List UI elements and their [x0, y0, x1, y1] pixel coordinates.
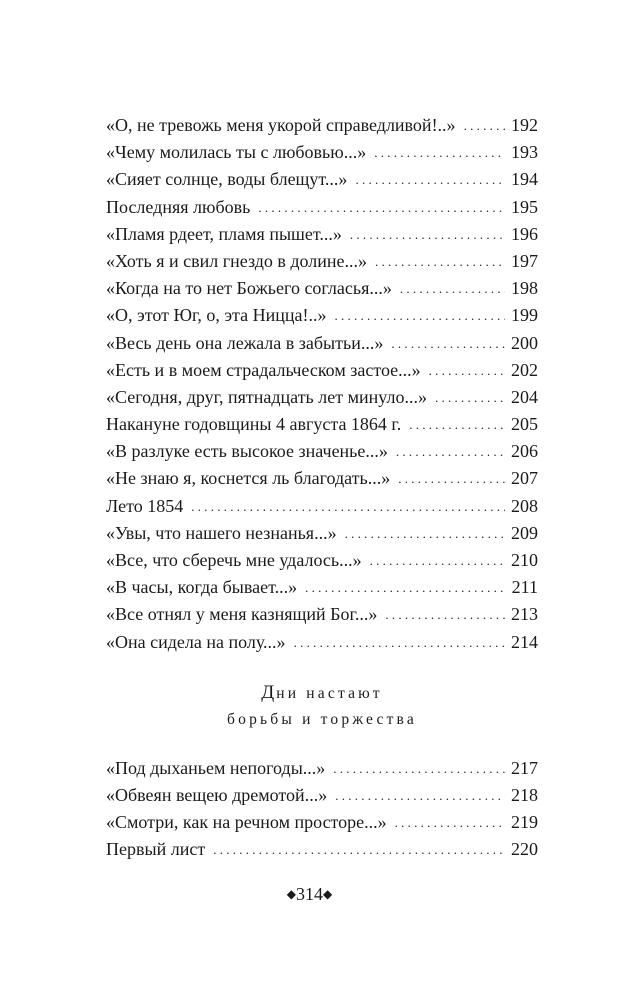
toc-dot-leader — [335, 781, 505, 809]
toc-dot-leader — [396, 437, 505, 465]
toc-entry-page: 192 — [511, 115, 538, 135]
toc-entry-page: 207 — [511, 468, 538, 489]
toc-entry-page: 199 — [511, 305, 538, 326]
toc-entry[interactable] — [106, 248, 538, 275]
section-heading-line-1 — [106, 680, 538, 707]
page-number-value: 314 — [296, 884, 323, 904]
toc-entry[interactable] — [106, 302, 538, 329]
toc-entry[interactable] — [106, 809, 538, 836]
toc-dot-leader — [350, 220, 505, 248]
toc-entry-page: 211 — [511, 577, 538, 598]
toc-dot-leader — [335, 301, 505, 329]
toc-entry-title: «Хоть я и свил гнездо в долине...» — [106, 250, 368, 271]
toc-entry-title: Накануне годовщины 4 августа 1864 г. — [106, 414, 402, 435]
toc-entry-title: Первый лист — [106, 839, 206, 860]
toc-entry-title: «Смотри, как на речном просторе...» — [106, 812, 387, 833]
toc-list-2 — [106, 755, 538, 864]
toc-entry[interactable] — [106, 520, 538, 547]
toc-entry-title: «В разлуке есть высокое значенье...» — [106, 441, 388, 462]
toc-entry-page: 208 — [511, 495, 538, 516]
toc-entry-page: 198 — [511, 278, 538, 299]
toc-entry[interactable] — [106, 755, 538, 782]
toc-entry[interactable] — [106, 547, 538, 574]
toc-entry[interactable] — [106, 465, 538, 492]
section-heading-line-2: борьбы и торжества — [227, 710, 417, 728]
toc-dot-leader — [305, 573, 506, 601]
toc-dot-leader — [345, 519, 505, 547]
toc-entry-page: 193 — [511, 142, 538, 163]
toc-entry[interactable] — [106, 330, 538, 357]
toc-dot-leader — [333, 754, 505, 782]
toc-dot-leader — [374, 138, 505, 166]
toc-entry-page: 210 — [511, 550, 538, 570]
toc-dot-leader — [191, 492, 505, 520]
toc-entry-page: 217 — [511, 757, 538, 778]
toc-entry[interactable] — [106, 166, 538, 193]
toc-entry-title: «О, этот Юг, о, эта Ницца!..» — [106, 305, 327, 326]
toc-entry-page: 205 — [511, 414, 538, 435]
toc-entry-page: 204 — [511, 386, 538, 407]
toc-entry-title: «Не знаю я, коснется ль благодать...» — [106, 468, 391, 489]
toc-entry-title: «Сегодня, друг, пятнадцать лет минуло...» — [106, 386, 427, 407]
toc-list-1 — [106, 112, 538, 656]
toc-dot-leader — [464, 111, 505, 139]
toc-entry[interactable] — [106, 493, 538, 520]
toc-entry[interactable] — [106, 194, 538, 221]
toc-dot-leader — [391, 329, 505, 357]
toc-dot-leader — [395, 808, 505, 836]
toc-entry[interactable] — [106, 411, 538, 438]
toc-entry-title: «Увы, что нашего незнанья...» — [106, 522, 337, 543]
page-number — [0, 884, 619, 905]
toc-entry-title: «Чему молилась ты с любовью...» — [106, 142, 367, 163]
toc-dot-leader — [385, 600, 505, 628]
toc-entry[interactable] — [106, 112, 538, 139]
toc-entry-title: «Под дыханьем непогоды...» — [106, 757, 326, 778]
toc-dot-leader — [294, 628, 505, 656]
toc-entry-page: 200 — [511, 332, 538, 353]
toc-entry-title: «Есть и в моем страдальческом застое...» — [106, 359, 421, 380]
toc-entry-page: 220 — [511, 839, 538, 860]
toc-entry[interactable] — [106, 629, 538, 656]
toc-entry[interactable] — [106, 384, 538, 411]
toc-entry-page: 213 — [511, 604, 538, 625]
toc-dot-leader — [398, 464, 505, 492]
toc-dot-leader — [409, 410, 505, 438]
toc-entry-page: 218 — [511, 784, 538, 805]
toc-page — [106, 112, 538, 864]
toc-entry-page: 219 — [511, 812, 538, 833]
toc-entry-title: «Все отнял у меня казнящий Бог...» — [106, 604, 378, 625]
toc-entry-page: 195 — [511, 196, 538, 217]
toc-entry-page: 206 — [511, 441, 538, 462]
toc-dot-leader — [213, 835, 505, 863]
section-heading-initial: Д — [261, 681, 277, 703]
toc-dot-leader — [429, 356, 505, 384]
toc-entry-page: 209 — [511, 522, 538, 543]
toc-entry[interactable] — [106, 438, 538, 465]
toc-entry-title: «Когда на то нет Божьего согласья...» — [106, 278, 392, 299]
toc-entry-title: Лето 1854 — [106, 495, 184, 516]
toc-entry-title: «Все, что сберечь мне удалось...» — [106, 550, 362, 570]
toc-entry-title: «В часы, когда бывает...» — [106, 577, 298, 598]
toc-dot-leader — [400, 274, 505, 302]
section-heading — [106, 680, 538, 733]
toc-entry-title: «Сияет солнце, воды блещут...» — [106, 169, 348, 190]
diamond-ornament-left-icon: ◆ — [286, 887, 296, 901]
toc-entry[interactable] — [106, 601, 538, 628]
toc-entry-page: 202 — [511, 359, 538, 380]
toc-dot-leader — [435, 383, 505, 411]
toc-dot-leader — [375, 247, 505, 275]
toc-dot-leader — [258, 193, 505, 221]
toc-entry-title: «Пламя рдеет, пламя пышет...» — [106, 223, 342, 244]
toc-entry[interactable] — [106, 357, 538, 384]
toc-entry[interactable] — [106, 836, 538, 863]
toc-entry-page: 194 — [511, 169, 538, 190]
toc-entry-page: 197 — [511, 250, 538, 271]
toc-entry-title: Последняя любовь — [106, 196, 251, 217]
toc-entry[interactable] — [106, 782, 538, 809]
toc-entry[interactable] — [106, 221, 538, 248]
toc-entry-title: «Она сидела на полу...» — [106, 631, 286, 652]
toc-dot-leader — [355, 165, 505, 193]
toc-entry-title: «Весь день она лежала в забытьи...» — [106, 332, 384, 353]
toc-entry[interactable] — [106, 275, 538, 302]
toc-entry[interactable] — [106, 139, 538, 166]
diamond-ornament-right-icon: ◆ — [323, 887, 333, 901]
toc-dot-leader — [370, 546, 505, 574]
section-heading-line-1-text: ни настают — [276, 684, 383, 702]
toc-entry-title: «Обвеян вещею дремотой...» — [106, 784, 328, 805]
toc-entry-title: «О, не тревожь меня укорой справедливой!..» — [106, 115, 456, 135]
toc-entry-page: 196 — [511, 223, 538, 244]
toc-entry[interactable] — [106, 574, 538, 601]
toc-entry-page: 214 — [511, 631, 538, 652]
